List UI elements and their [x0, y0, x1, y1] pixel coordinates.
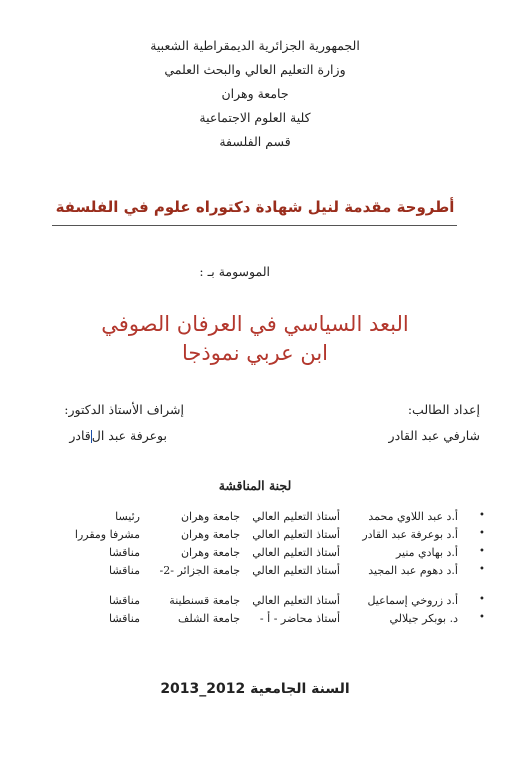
- member-role: مناقشا: [109, 564, 140, 577]
- student-name: شارفي عبد القادر: [388, 428, 480, 443]
- thesis-title-sub: ابن عربي نموذجا: [181, 341, 329, 365]
- bullet-icon: •: [479, 528, 485, 539]
- bullet-icon: •: [479, 594, 485, 605]
- member-university: جامعة وهران: [180, 546, 240, 559]
- department-name: قسم الفلسفة: [219, 134, 291, 149]
- faculty-name: كلية العلوم الاجتماعية: [199, 110, 311, 125]
- committee-row: [24, 612, 486, 630]
- member-rank: أستاذ التعليم العالي: [252, 510, 340, 523]
- member-rank: أستاذ التعليم العالي: [252, 564, 340, 577]
- committee-title: لجنة المناقشة: [218, 478, 292, 493]
- member-role: مناقشا: [109, 612, 140, 625]
- committee-row: [24, 564, 486, 582]
- member-rank: أستاذ التعليم العالي: [252, 546, 340, 559]
- member-rank: أستاذ التعليم العالي: [252, 528, 340, 541]
- committee-row: [24, 546, 486, 564]
- supervisor-name-part-a: بوعرفة عبد ال: [91, 428, 167, 443]
- committee-row: [24, 594, 486, 612]
- member-university: جامعة قسنطينة: [169, 594, 240, 607]
- supervisor-name-part-b: قادر: [69, 428, 91, 443]
- committee-row: [24, 528, 486, 546]
- thesis-type: أطروحة مقدمة لنيل شهادة دكتوراه علوم في الفلسفة: [55, 198, 455, 216]
- titled-label: الموسومة بـ :: [199, 264, 270, 279]
- bullet-icon: •: [479, 510, 485, 521]
- ministry-name: وزارة التعليم العالي والبحث العلمي: [164, 62, 346, 77]
- student-label: إعداد الطالب:: [407, 402, 480, 417]
- member-university: جامعة الشلف: [178, 612, 240, 625]
- member-name: د. بوبكر جيلالي: [389, 612, 458, 625]
- bullet-icon: •: [479, 612, 485, 623]
- member-university: جامعة وهران: [180, 528, 240, 541]
- member-name: أ.د دهوم عبد المجيد: [368, 564, 458, 577]
- member-university: جامعة وهران: [180, 510, 240, 523]
- member-name: أ.د عبد اللاوي محمد: [368, 510, 458, 523]
- supervisor-label: إشراف الأستاذ الدكتور:: [64, 402, 184, 417]
- member-name: أ.د بهادي منير: [395, 546, 458, 559]
- committee-row: [24, 510, 486, 528]
- university-name: جامعة وهران: [221, 86, 289, 101]
- academic-year: السنة الجامعية 2012_2013: [160, 681, 350, 697]
- member-rank: أستاذ التعليم العالي: [252, 594, 340, 607]
- bullet-icon: •: [479, 564, 485, 575]
- supervisor-name: [7, 428, 167, 443]
- member-role: رئيسا: [115, 510, 140, 523]
- member-role: مناقشا: [109, 546, 140, 559]
- member-university: جامعة الجزائر -2-: [159, 564, 240, 577]
- divider-line: [52, 225, 457, 226]
- member-rank: أستاذ محاضر - أ -: [259, 612, 340, 625]
- thesis-title-main: البعد السياسي في العرفان الصوفي: [101, 312, 409, 336]
- member-name: أ.د زروخي إسماعيل: [367, 594, 458, 607]
- member-role: مشرفا ومقررا: [74, 528, 140, 541]
- member-role: مناقشا: [109, 594, 140, 607]
- bullet-icon: •: [479, 546, 485, 557]
- member-name: أ.د بوعرفة عبد القادر: [362, 528, 458, 541]
- republic-name: الجمهورية الجزائرية الديمقراطية الشعبية: [150, 38, 360, 53]
